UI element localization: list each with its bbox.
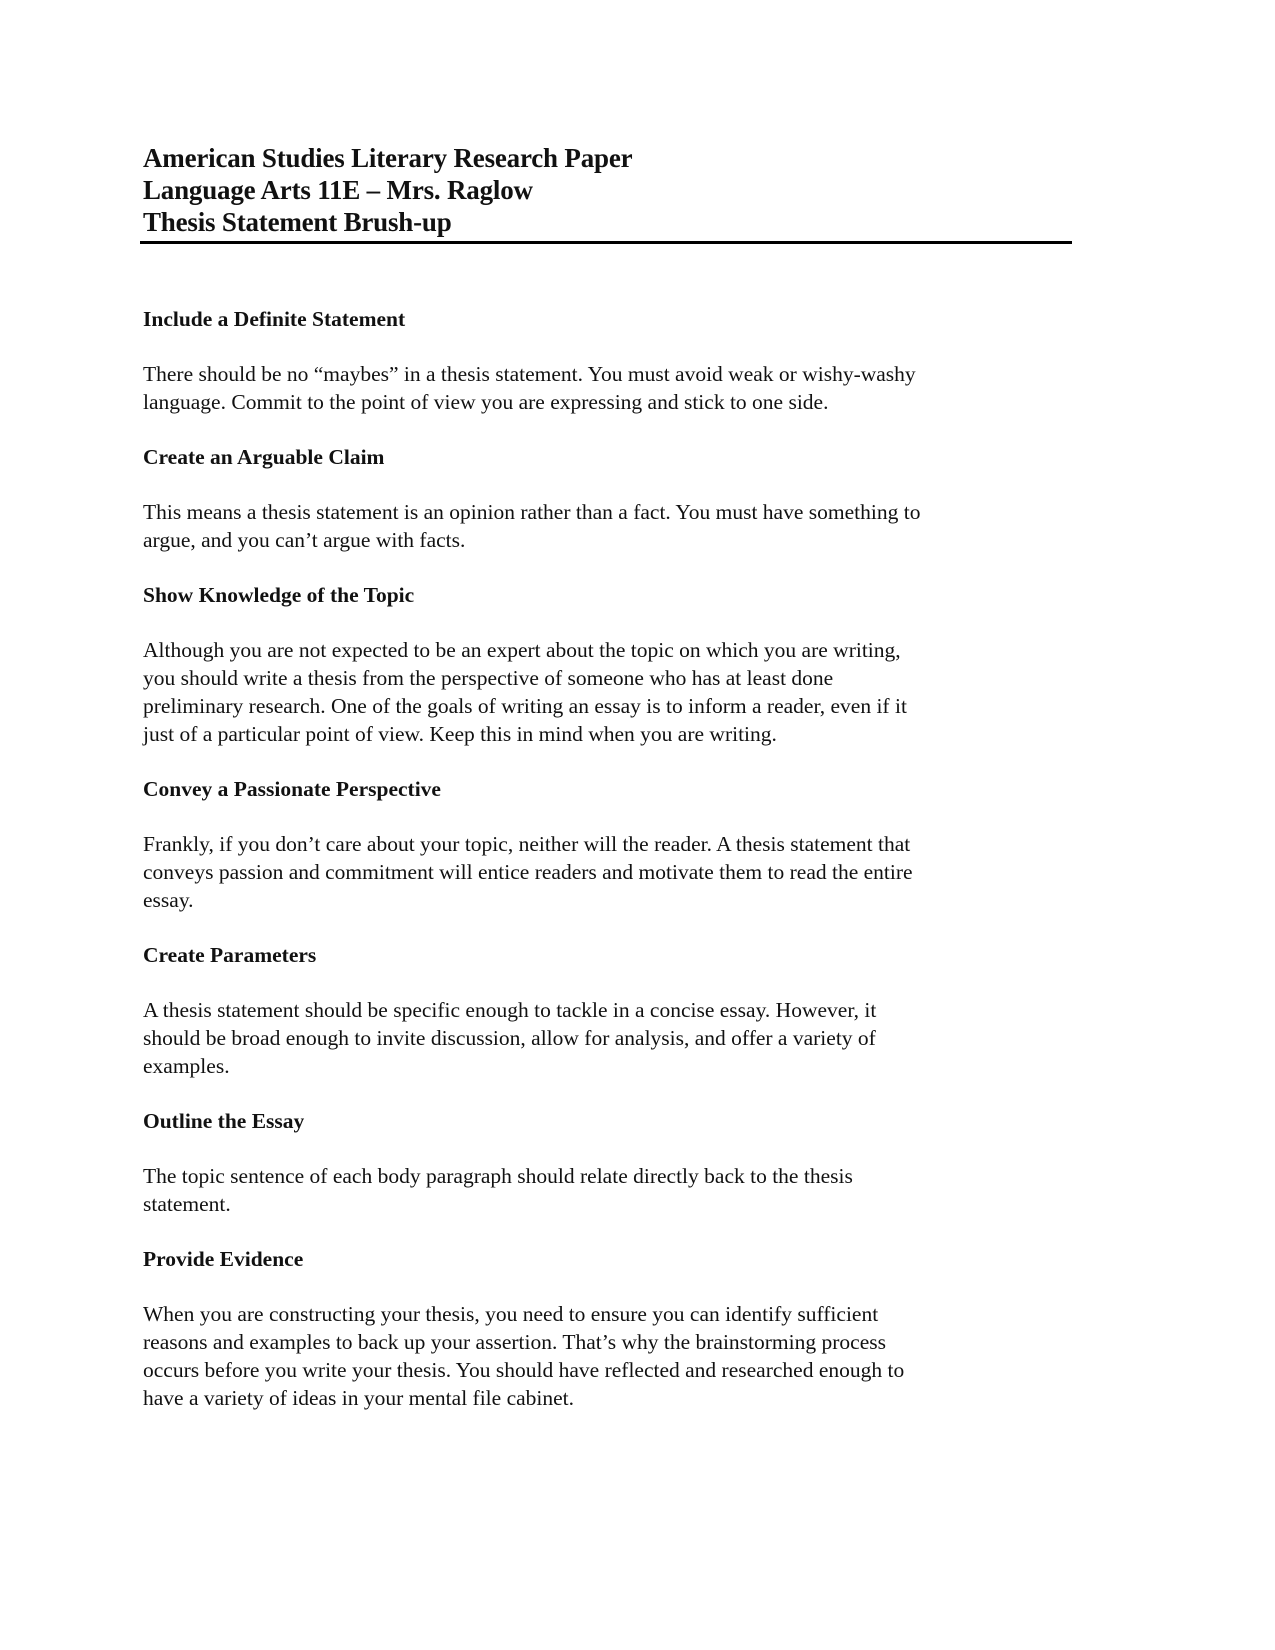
section-heading: Create an Arguable Claim [143, 445, 385, 469]
section-provide-evidence [143, 1244, 1073, 1412]
paragraph-line: occurs before you write your thesis. You should have reflected and researched enough to [143, 1358, 905, 1382]
paragraph-line: Although you are not expected to be an expert about the topic on which you are writing, [143, 638, 901, 662]
header-divider [140, 241, 1072, 244]
paragraph-line: preliminary research. One of the goals of writing an essay is to inform a reader, even if it [143, 694, 907, 718]
paragraph-line: reasons and examples to back up your assertion. That’s why the brainstorming process [143, 1330, 886, 1354]
course-title: American Studies Literary Research Paper [143, 143, 633, 173]
paragraph-line: conveys passion and commitment will entice readers and motivate them to read the entire [143, 860, 913, 884]
section-definite-statement [143, 304, 1073, 416]
section-heading: Provide Evidence [143, 1247, 304, 1271]
section-passionate-perspective [143, 774, 1073, 914]
paragraph-line: language. Commit to the point of view you are expressing and stick to one side. [143, 390, 829, 414]
paragraph-line: This means a thesis statement is an opinion rather than a fact. You must have something to [143, 500, 921, 524]
paragraph-line: Frankly, if you don’t care about your topic, neither will the reader. A thesis statement that [143, 832, 911, 856]
section-paragraph [143, 1162, 1073, 1218]
section-heading: Outline the Essay [143, 1109, 305, 1133]
section-paragraph [143, 830, 1073, 914]
paragraph-line: A thesis statement should be specific enough to tackle in a concise essay. However, it [143, 998, 877, 1022]
document-title: Thesis Statement Brush-up [143, 207, 452, 237]
section-outline-essay [143, 1106, 1073, 1218]
section-heading: Convey a Passionate Perspective [143, 777, 441, 801]
section-arguable-claim [143, 442, 1073, 554]
class-and-teacher: Language Arts 11E – Mrs. Raglow [143, 175, 533, 205]
section-paragraph [143, 996, 1073, 1080]
document-header [143, 142, 1103, 238]
section-heading: Include a Definite Statement [143, 307, 406, 331]
section-knowledge-of-topic [143, 580, 1073, 748]
section-paragraph [143, 360, 1073, 416]
paragraph-line: just of a particular point of view. Keep this in mind when you are writing. [143, 722, 777, 746]
paragraph-line: should be broad enough to invite discussion, allow for analysis, and offer a variety of [143, 1026, 876, 1050]
paragraph-line: essay. [143, 888, 194, 912]
section-paragraph [143, 1300, 1073, 1412]
section-paragraph [143, 498, 1073, 554]
paragraph-line: argue, and you can’t argue with facts. [143, 528, 466, 552]
paragraph-line: have a variety of ideas in your mental file cabinet. [143, 1386, 575, 1410]
paragraph-line: statement. [143, 1192, 231, 1216]
paragraph-line: When you are constructing your thesis, you need to ensure you can identify sufficient [143, 1302, 879, 1326]
paragraph-line: examples. [143, 1054, 230, 1078]
section-heading: Show Knowledge of the Topic [143, 583, 415, 607]
document-body [143, 304, 1073, 1438]
section-parameters [143, 940, 1073, 1080]
paragraph-line: There should be no “maybes” in a thesis statement. You must avoid weak or wishy-washy [143, 362, 916, 386]
section-heading: Create Parameters [143, 943, 317, 967]
section-paragraph [143, 636, 1073, 748]
paragraph-line: The topic sentence of each body paragraph should relate directly back to the thesis [143, 1164, 853, 1188]
paragraph-line: you should write a thesis from the perspective of someone who has at least done [143, 666, 834, 690]
